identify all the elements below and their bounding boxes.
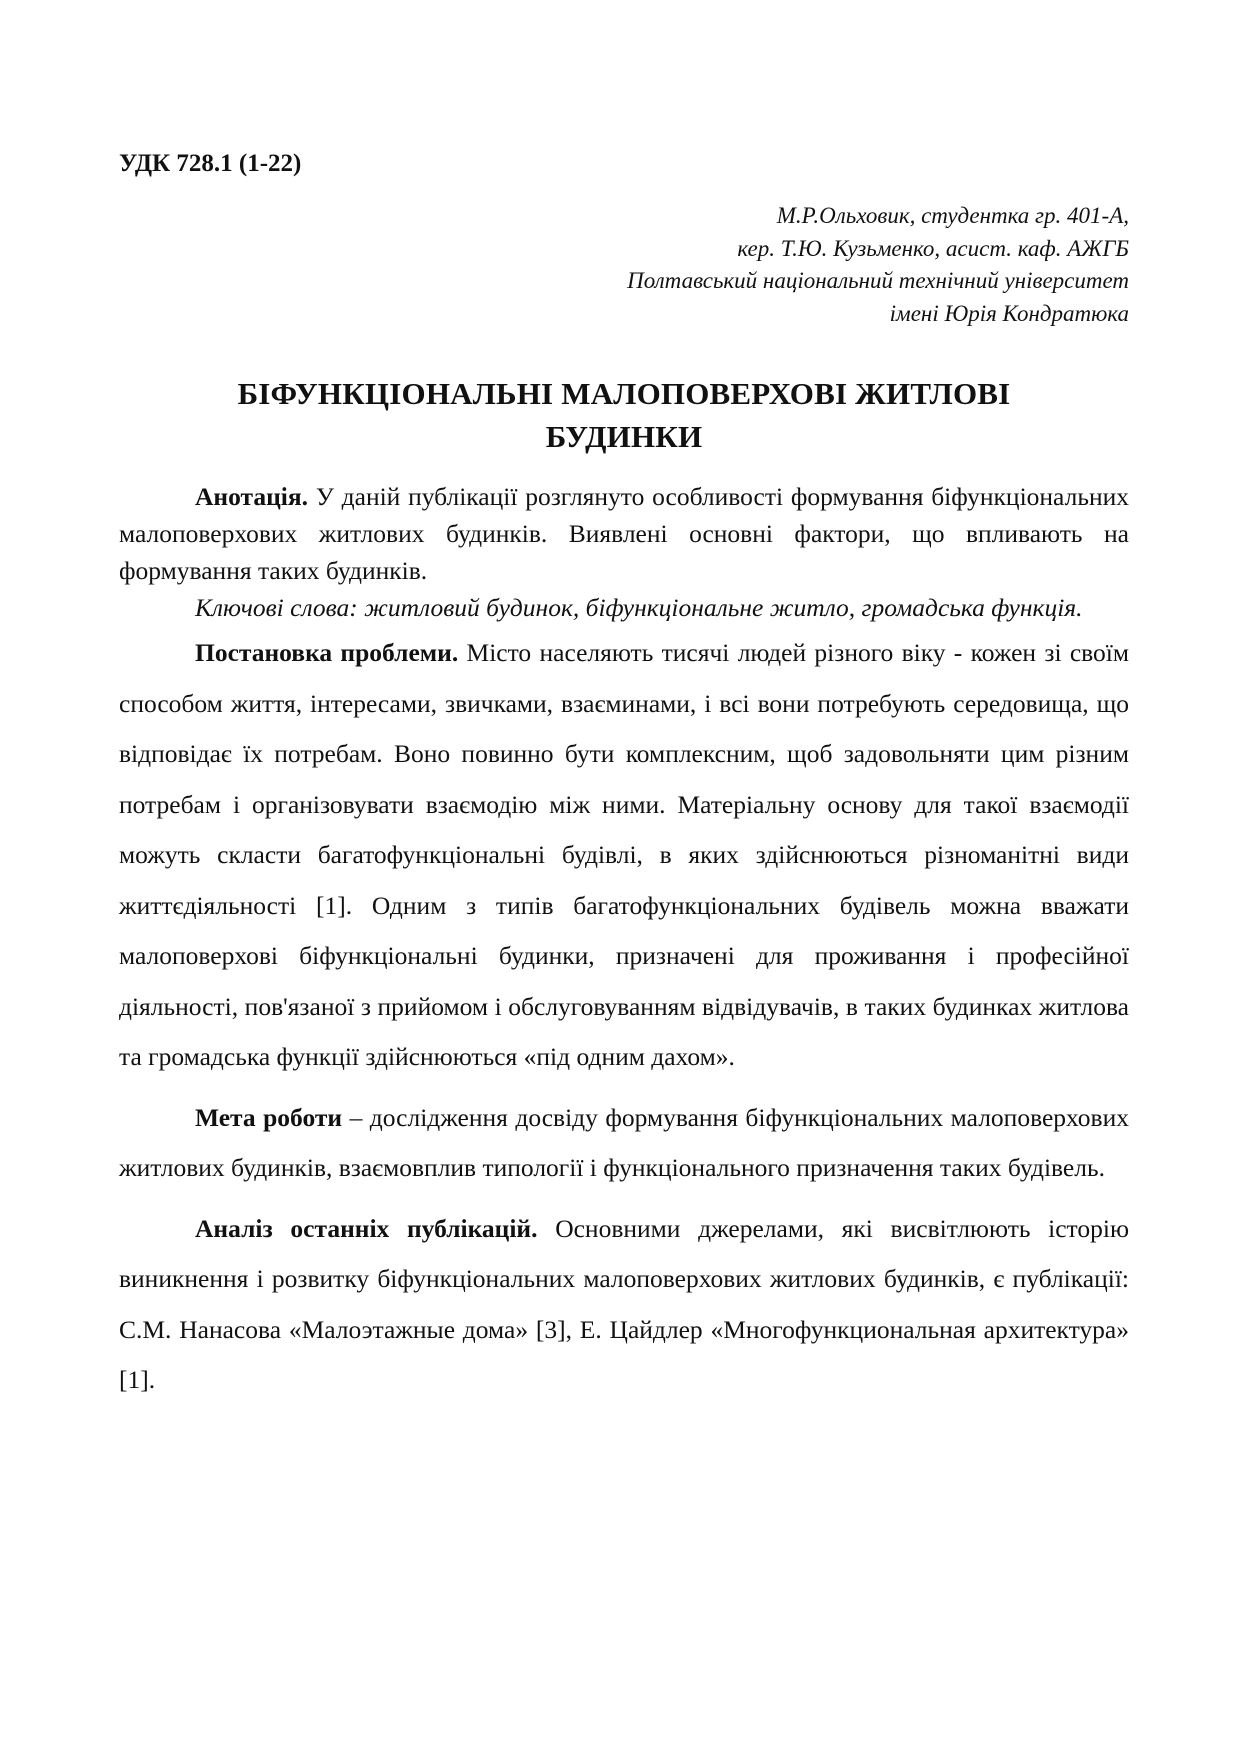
goal-paragraph (119, 1093, 1129, 1194)
document-page (119, 148, 1129, 1406)
abstract-label: Анотація. (195, 482, 309, 511)
goal-text: – дослідження досвіду формування біфункціональних малоповерхових житлових будинків, взаємовплив типології і функціонального призначення таких будівель. (119, 1102, 1129, 1182)
author-line: М.Р.Ольховик, студентка гр. 401-А, (776, 203, 1129, 228)
problem-label: Постановка проблеми. (195, 638, 459, 667)
affiliation-name-line: імені Юрія Кондратюка (889, 300, 1129, 326)
title-line-2: БУДИНКИ (545, 419, 703, 454)
analysis-paragraph (119, 1204, 1129, 1406)
analysis-text: Основними джерелами, які висвітлюють історію виникнення і розвитку біфункціональних малоповерхових житлових будинків, є публікації: С.М. Нанасова «Малоэтажные дома» [3], Е. Цайдлер «Многофункциональная архитектура» [1]. (119, 1213, 1129, 1394)
affiliation-line: Полтавський національний технічний університет (627, 268, 1129, 293)
title-line-1: БІФУНКЦІОНАЛЬНІ МАЛОПОВЕРХОВІ ЖИТЛОВІ (237, 376, 1011, 411)
goal-label: Мета роботи (195, 1102, 343, 1132)
udk-code: УДК 728.1 (1-22) (119, 150, 302, 177)
paper-title (119, 372, 1129, 458)
abstract-text: У даній публікації розглянуто особливості формування біфункціональних малоповерхових житлових будинків. Виявлені основні фактори, що впливають на формування таких будинків. (119, 482, 1129, 585)
problem-paragraph (119, 628, 1129, 1083)
supervisor-line: кер. Т.Ю. Кузьменко, асист. каф. АЖГБ (737, 235, 1129, 261)
abstract-paragraph (119, 478, 1129, 589)
problem-text: Місто населяють тисячі людей різного віку - кожен зі своїм способом життя, інтересами, звичками, взаєминами, і всі вони потребують середовища, що відповідає їх потребам. Воно повинно бути комплексним, щоб задовольняти цим різним потребам і організовувати взаємодію між ними. Матеріальну основу для такої взаємодії можуть скласти багатофункціональні будівлі, в яких здійснюються різноманітні види життєдіяльності [1]. Одним з типів багатофункціональних будівель можна вважати малоповерхові біфункціональні будинки, призначені для проживання і професійної діяльності, пов'язаної з прийомом і обслуговуванням відвідувачів, в таких будинках житлова та громадська функції здійснюються «під одним дахом». (119, 638, 1129, 1071)
keywords-paragraph: Ключові слова: житловий будинок, біфункціональне житло, громадська функція. (195, 593, 1083, 622)
author-block (119, 200, 1129, 330)
analysis-label: Аналіз останніх публікацій. (195, 1213, 538, 1243)
